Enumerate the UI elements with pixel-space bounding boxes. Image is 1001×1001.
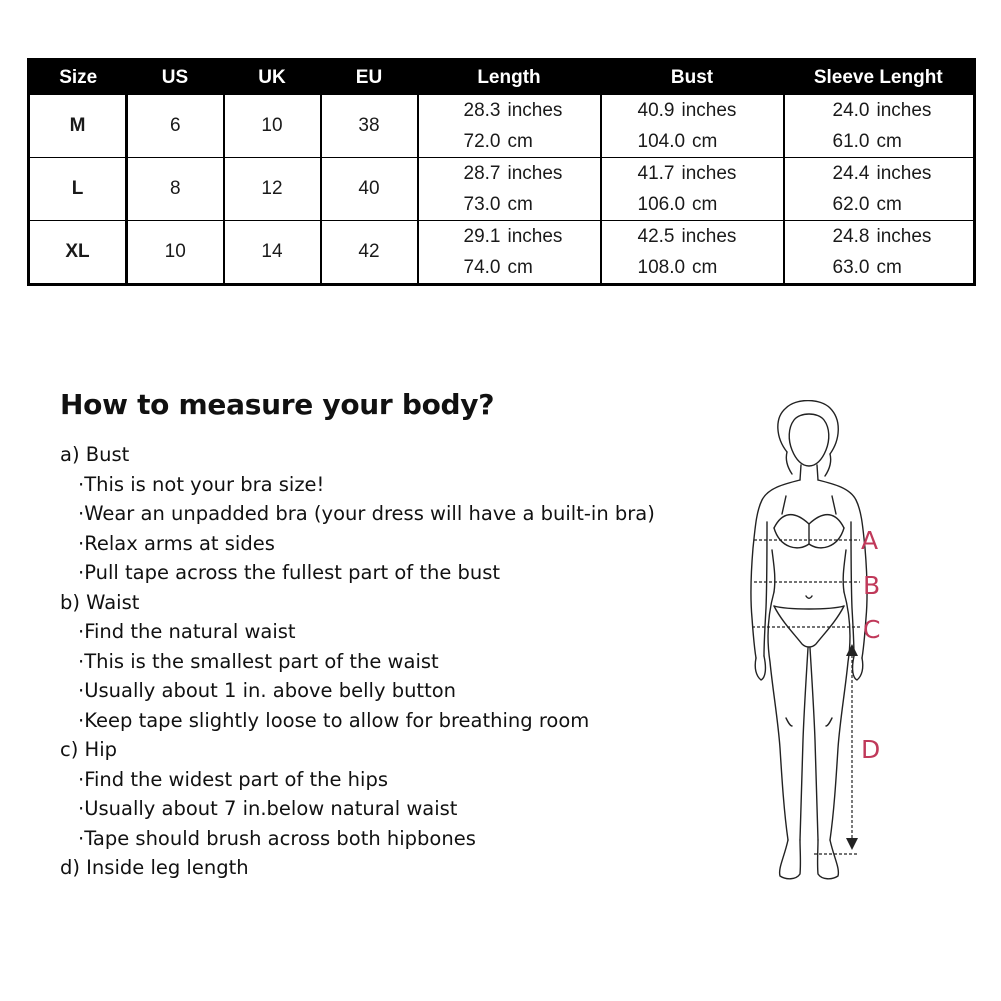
measure-number: 61.0 (832, 131, 870, 152)
length-measure-cell (418, 158, 601, 221)
measure-unit: inches (876, 100, 932, 121)
header-uk: UK (224, 60, 321, 95)
length-cm-value (419, 126, 600, 157)
sleeve-measure-cell (784, 95, 975, 158)
measure-unit: cm (692, 257, 718, 278)
sleeve-inches-value (785, 158, 974, 189)
eu-size-cell: 42 (321, 221, 418, 285)
measure-unit: inches (681, 226, 737, 247)
inside-leg-arrow-top (846, 644, 858, 656)
measure-unit: cm (507, 257, 533, 278)
guide-tip: · Wear an unpadded bra (your dress will have a built-in bra) (60, 499, 655, 529)
sleeve-inches-value (785, 95, 974, 126)
measure-unit: cm (876, 131, 902, 152)
guide-section-heading: b) Waist (60, 590, 140, 614)
us-size-cell: 6 (127, 95, 224, 158)
measure-number: 104.0 (637, 131, 686, 152)
guide-tip: · Find the natural waist (60, 617, 655, 647)
measure-unit: cm (507, 194, 533, 215)
measure-unit: cm (507, 131, 533, 152)
eu-size-cell: 40 (321, 158, 418, 221)
guide-tip: · Usually about 7 in.below natural waist (60, 794, 655, 824)
letter-d: D (861, 735, 881, 764)
bust-measure-cell (601, 158, 784, 221)
measure-number: 74.0 (463, 257, 501, 278)
length-inches-value (419, 95, 600, 126)
sleeve-inches-value (785, 221, 974, 252)
us-size-cell: 10 (127, 221, 224, 285)
measure-unit: cm (876, 194, 902, 215)
size-cell: M (29, 95, 127, 158)
guide-section-heading: c) Hip (60, 738, 117, 761)
measure-number: 24.4 (832, 163, 870, 184)
sleeve-cm-value (785, 126, 974, 157)
guide-section-heading: d) Inside leg length (60, 856, 249, 879)
measure-unit: inches (507, 163, 563, 184)
bust-inches-value (602, 158, 783, 189)
measure-number: 28.3 (463, 100, 501, 121)
body-measurement-figure (730, 400, 890, 890)
bust-measure-cell (601, 221, 784, 285)
header-bust: Bust (601, 60, 784, 95)
letter-b: B (863, 571, 881, 600)
header-sleeve-length: Sleeve Lenght (784, 60, 975, 95)
size-cell: L (29, 158, 127, 221)
length-measure-cell (418, 221, 601, 285)
size-table-header-row (29, 60, 975, 95)
bust-inches-value (602, 221, 783, 252)
sleeve-cm-value (785, 252, 974, 283)
sleeve-measure-cell (784, 158, 975, 221)
header-us: US (127, 60, 224, 95)
measure-number: 106.0 (637, 194, 686, 215)
measure-number: 72.0 (463, 131, 501, 152)
measure-unit: cm (876, 257, 902, 278)
bust-cm-value (602, 252, 783, 283)
measure-number: 41.7 (637, 163, 675, 184)
guide-tip: · Find the widest part of the hips (60, 765, 655, 795)
bust-cm-value (602, 126, 783, 157)
length-cm-value (419, 189, 600, 220)
measure-number: 108.0 (637, 257, 686, 278)
measure-number: 24.8 (832, 226, 870, 247)
measure-unit: inches (876, 163, 932, 184)
table-row (29, 95, 975, 158)
sleeve-measure-cell (784, 221, 975, 285)
header-eu: EU (321, 60, 418, 95)
uk-size-cell: 12 (224, 158, 321, 221)
bust-measure-cell (601, 95, 784, 158)
size-chart-table (27, 58, 976, 286)
measure-unit: cm (692, 194, 718, 215)
measure-number: 40.9 (637, 100, 675, 121)
measure-number: 29.1 (463, 226, 501, 247)
bust-inches-value (602, 95, 783, 126)
length-inches-value (419, 221, 600, 252)
guide-tip: · Tape should brush across both hipbones (60, 824, 655, 854)
guide-tip: · Pull tape across the fullest part of the bust (60, 558, 655, 588)
measure-number: 63.0 (832, 257, 870, 278)
inside-leg-arrow-bottom (846, 838, 858, 850)
guide-tip: · Keep tape slightly loose to allow for breathing room (60, 706, 655, 736)
size-cell: XL (29, 221, 127, 285)
header-length: Length (418, 60, 601, 95)
measure-number: 73.0 (463, 194, 501, 215)
measure-unit: inches (876, 226, 932, 247)
table-row (29, 158, 975, 221)
letter-c: C (863, 615, 881, 644)
letter-a: A (861, 526, 879, 555)
measure-unit: cm (692, 131, 718, 152)
measure-unit: inches (507, 100, 563, 121)
length-inches-value (419, 158, 600, 189)
eu-size-cell: 38 (321, 95, 418, 158)
guide-tip: · This is not your bra size! (60, 470, 655, 500)
table-row (29, 221, 975, 285)
measure-number: 28.7 (463, 163, 501, 184)
measure-unit: inches (681, 100, 737, 121)
uk-size-cell: 14 (224, 221, 321, 285)
guide-section-heading: a) Bust (60, 443, 130, 466)
header-size: Size (29, 60, 127, 95)
length-cm-value (419, 252, 600, 283)
length-measure-cell (418, 95, 601, 158)
guide-tip: · This is the smallest part of the waist (60, 647, 655, 677)
bust-cm-value (602, 189, 783, 220)
measure-number: 62.0 (832, 194, 870, 215)
measure-guide-list (60, 440, 655, 883)
guide-tip: · Relax arms at sides (60, 529, 655, 559)
body-outline-drawing (751, 401, 867, 879)
guide-tip: · Usually about 1 in. above belly button (60, 676, 655, 706)
uk-size-cell: 10 (224, 95, 321, 158)
sleeve-cm-value (785, 189, 974, 220)
measure-number: 24.0 (832, 100, 870, 121)
measure-number: 42.5 (637, 226, 675, 247)
guide-title: How to measure your body? (60, 388, 495, 421)
us-size-cell: 8 (127, 158, 224, 221)
measure-unit: inches (507, 226, 563, 247)
measure-unit: inches (681, 163, 737, 184)
